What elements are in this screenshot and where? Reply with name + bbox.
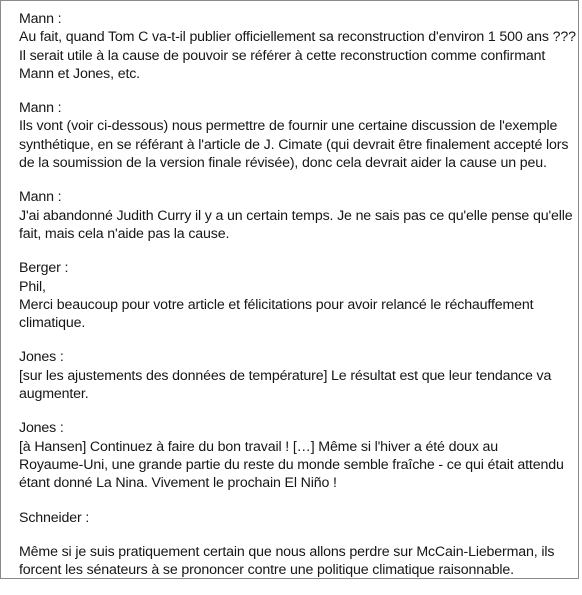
- speaker-label: Schneider :: [19, 509, 90, 526]
- quote-line: Merci beaucoup pour votre article et félicitations pour avoir relancé le réchauffement: [19, 296, 534, 313]
- quote-block: [19, 259, 571, 332]
- quote-line: Phil,: [19, 278, 46, 295]
- quote-block: [19, 543, 571, 580]
- speaker-label: Mann :: [19, 189, 62, 206]
- quote-block: [19, 348, 571, 403]
- quote-line: Royaume-Uni, une grande partie du reste du monde semble fraîche - ce qui était attendu: [19, 456, 564, 473]
- speaker-label: Jones :: [19, 349, 64, 366]
- quote-line: forcent les sénateurs à se prononcer contre une politique climatique raisonnable.: [19, 562, 514, 579]
- speaker-label: Berger :: [19, 260, 69, 277]
- quote-line: climatique.: [19, 315, 86, 332]
- quote-line: augmenter.: [19, 386, 89, 403]
- speaker-label: Mann :: [19, 11, 62, 27]
- speaker-label: Mann :: [19, 100, 62, 117]
- speaker-label: Jones :: [19, 420, 64, 437]
- quote-line: étant donné La Nina. Vivement le prochain El Niño !: [19, 475, 337, 492]
- quote-line: synthétique, en se référant à l'article de J. Cimate (qui devrait être finalement accepté lors: [19, 136, 569, 153]
- quote-block: [19, 188, 571, 243]
- quote-line: Au fait, quand Tom C va-t-il publier officiellement sa reconstruction d'environ 1 500 ans ???: [19, 29, 576, 46]
- quotes-content: [19, 10, 576, 595]
- quote-line: J'ai abandonné Judith Curry il y a un certain temps. Je ne sais pas ce qu'elle pense qu'elle: [19, 207, 573, 224]
- quote-line: Mann et Jones, etc.: [19, 65, 140, 82]
- quote-line: Même si je suis pratiquement certain que nous allons perdre sur McCain-Lieberman, ils: [19, 543, 555, 560]
- quote-line: [sur les ajustements des données de température] Le résultat est que leur tendance va: [19, 367, 552, 384]
- quote-block: [19, 99, 571, 172]
- quote-line: Ils vont (voir ci-dessous) nous permettre de fournir une certaine discussion de l'exemple: [19, 118, 558, 135]
- quote-line: fait, mais cela n'aide pas la cause.: [19, 225, 230, 242]
- quote-line: de la soumission de la version finale révisée), donc cela devrait aider la cause un peu.: [19, 155, 547, 172]
- quote-block: [19, 10, 576, 83]
- quote-line: Il serait utile à la cause de pouvoir se référer à cette reconstruction comme confirmant: [19, 47, 546, 64]
- quote-line: [à Hansen] Continuez à faire du bon travail ! […] Même si l'hiver a été doux au: [19, 438, 499, 455]
- quote-block: [19, 509, 571, 527]
- quote-block: [19, 419, 571, 492]
